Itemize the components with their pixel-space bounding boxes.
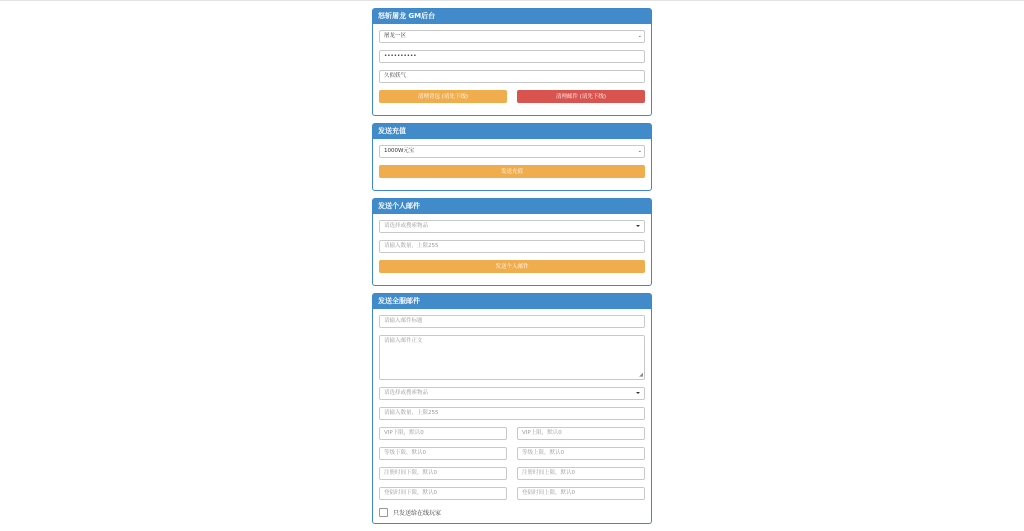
- online-only-option[interactable]: [379, 507, 645, 517]
- vip-max-placeholder: VIP上限，默认0: [522, 430, 562, 436]
- panel-body: [373, 214, 651, 285]
- clear-buttons-row: [379, 90, 645, 109]
- vip-range-row: [379, 427, 645, 447]
- mail-body-placeholder: 请输入邮件正文: [384, 338, 423, 344]
- panel-title: 发送个人邮件: [373, 199, 651, 214]
- panel-title: 怒斩屠龙 GM后台: [373, 9, 651, 24]
- clear-bag-button[interactable]: 清理背包 (请先下线): [379, 90, 507, 103]
- item-search-select[interactable]: [379, 220, 645, 233]
- server-select-value: 屠龙一区: [384, 33, 407, 39]
- send-recharge-button[interactable]: 发送充值: [379, 165, 645, 178]
- vip-max-field[interactable]: [517, 427, 645, 440]
- amount-select-value: 1000W元宝: [384, 148, 415, 154]
- panel-body: [373, 24, 651, 115]
- panel-title: 发送全服邮件: [373, 294, 651, 309]
- online-only-checkbox[interactable]: [379, 508, 388, 517]
- amount-select[interactable]: [379, 145, 645, 158]
- mail-body-textarea[interactable]: [379, 335, 645, 380]
- register-time-row: [379, 467, 645, 487]
- role-name-field[interactable]: [379, 70, 645, 83]
- item-search-placeholder: 请选择或搜索物品: [384, 223, 429, 229]
- login-time-row: [379, 487, 645, 507]
- login-max-placeholder: 登陆时间上限，默认0: [522, 490, 575, 496]
- main-column: [372, 8, 652, 531]
- mail-subject-field[interactable]: [379, 315, 645, 328]
- panel-body: [373, 309, 651, 523]
- send-personal-mail-button[interactable]: 发送个人邮件: [379, 260, 645, 273]
- level-max-placeholder: 等级上限，默认0: [522, 450, 564, 456]
- level-min-placeholder: 等级下限，默认0: [384, 450, 426, 456]
- recharge-panel: [372, 123, 652, 191]
- register-max-placeholder: 注册时间上限，默认0: [522, 470, 575, 476]
- item-search-placeholder: 请选择或搜索物品: [384, 390, 429, 396]
- level-min-field[interactable]: [379, 447, 507, 460]
- vip-min-field[interactable]: [379, 427, 507, 440]
- login-min-placeholder: 登陆时间下限，默认0: [384, 490, 437, 496]
- level-max-field[interactable]: [517, 447, 645, 460]
- register-min-placeholder: 注册时间下限，默认0: [384, 470, 437, 476]
- login-min-field[interactable]: [379, 487, 507, 500]
- quantity-field[interactable]: [379, 240, 645, 253]
- gm-panel: [372, 8, 652, 116]
- chevron-down-icon: ⌄: [637, 33, 642, 39]
- server-mail-panel: [372, 293, 652, 524]
- password-value: ••••••••••: [384, 53, 417, 59]
- register-min-field[interactable]: [379, 467, 507, 480]
- quantity-placeholder: 请输入数量，上限255: [384, 410, 439, 416]
- resize-handle-icon[interactable]: ◢: [639, 372, 643, 378]
- panel-title: 发送充值: [373, 124, 651, 139]
- item-search-select[interactable]: [379, 387, 645, 400]
- register-max-field[interactable]: [517, 467, 645, 480]
- quantity-placeholder: 请输入数量，上限255: [384, 243, 439, 249]
- top-divider: [0, 0, 1024, 1]
- chevron-down-icon: ⌄: [637, 148, 642, 154]
- server-select[interactable]: [379, 30, 645, 43]
- password-field[interactable]: [379, 50, 645, 63]
- role-name-value: 久似妖气: [384, 73, 407, 79]
- panel-body: [373, 139, 651, 190]
- clear-mail-button[interactable]: 清理邮件 (请先下线): [517, 90, 645, 103]
- caret-down-icon: [636, 392, 640, 394]
- quantity-field[interactable]: [379, 407, 645, 420]
- vip-min-placeholder: VIP下限，默认0: [384, 430, 424, 436]
- login-max-field[interactable]: [517, 487, 645, 500]
- personal-mail-panel: [372, 198, 652, 286]
- online-only-label: 只发送给在线玩家: [393, 509, 442, 517]
- level-range-row: [379, 447, 645, 467]
- mail-subject-placeholder: 请输入邮件标题: [384, 318, 423, 324]
- caret-down-icon: [636, 225, 640, 227]
